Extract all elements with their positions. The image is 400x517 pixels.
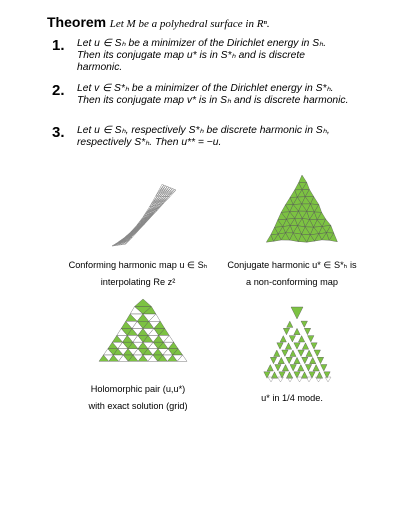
mesh-triangle xyxy=(279,372,285,378)
figure-2-caption xyxy=(222,257,362,291)
mesh-triangle xyxy=(274,350,280,357)
figure-wireframe-surface xyxy=(104,176,184,256)
mesh-triangle xyxy=(291,307,303,319)
item-text: Let u ∈ Sₕ, respectively S*ₕ be discrete harmonic in Sₕ, respectively S*ₕ. Then u** = −u. xyxy=(77,125,330,148)
theorem-heading xyxy=(47,14,270,30)
item-text: Let u ∈ Sₕ be a minimizer of the Dirichlet energy in Sₕ. Then its conjugate map u* is in S*ₕ and is discrete harmonic. xyxy=(77,38,327,73)
theorem-hypothesis: Let M be a polyhedral surface in Rⁿ. xyxy=(109,18,270,30)
mesh-triangle xyxy=(264,372,270,378)
caption-line: Conforming harmonic map u ∈ Sₕ xyxy=(68,260,208,270)
mesh-triangle xyxy=(302,343,308,349)
mesh-triangle xyxy=(271,372,277,378)
theorem-item-1 xyxy=(52,38,352,74)
mesh-triangle xyxy=(304,328,310,334)
item-number: 3. xyxy=(52,124,65,141)
mesh-triangle xyxy=(325,377,331,382)
theorem-item-3 xyxy=(52,125,352,149)
mesh-triangle xyxy=(294,328,300,334)
mesh-triangle xyxy=(313,365,319,372)
mesh-triangle xyxy=(301,321,308,327)
mesh-triangle xyxy=(298,336,304,342)
mesh-triangle xyxy=(294,372,300,378)
mesh-triangle xyxy=(275,365,281,372)
mesh-triangle xyxy=(299,175,307,183)
mesh-triangle xyxy=(278,377,284,382)
mesh-triangle xyxy=(290,350,296,357)
mesh-triangle xyxy=(302,357,308,363)
mesh-triangle xyxy=(283,328,289,334)
theorem-title: Theorem xyxy=(47,14,107,30)
mesh-triangle xyxy=(308,336,315,342)
figure-3-caption xyxy=(58,381,218,415)
caption-line: Holomorphic pair (u,u*) xyxy=(90,384,186,394)
mesh-triangle xyxy=(267,365,273,372)
item-text: Let v ∈ S*ₕ be a minimizer of the Dirichlet energy in S*ₕ. Then its conjugate map v* is in Sₕ and is discrete harmonic. xyxy=(77,83,349,106)
caption-line: interpolating Re z² xyxy=(100,277,176,287)
figure-green-cone xyxy=(262,173,342,248)
figure-quarter-mode xyxy=(262,305,332,385)
mesh-triangle xyxy=(270,357,276,363)
mesh-triangle xyxy=(298,350,305,357)
mesh-triangle xyxy=(277,343,283,349)
caption-line: Conjugate harmonic u* ∈ S*ₕ is xyxy=(227,260,357,270)
mesh-triangle xyxy=(306,350,313,357)
mesh-triangle xyxy=(321,365,328,372)
figure-1-caption xyxy=(58,257,218,291)
caption-line: with exact solution (grid) xyxy=(88,401,188,411)
mesh-triangle xyxy=(324,372,330,378)
figure-holomorphic-pair xyxy=(98,297,188,367)
mesh-triangle xyxy=(289,336,295,342)
mesh-triangle xyxy=(294,357,300,363)
caption-line: a non-conforming map xyxy=(246,277,338,287)
theorem-item-2 xyxy=(52,83,352,107)
item-number: 2. xyxy=(52,82,65,99)
mesh-triangle xyxy=(278,357,284,363)
mesh-triangle xyxy=(305,365,311,372)
mesh-triangle xyxy=(280,336,286,342)
mesh-triangle xyxy=(317,357,323,363)
caption-line: u* in 1/4 mode. xyxy=(261,393,323,403)
mesh-triangle xyxy=(135,299,152,307)
mesh-triangle xyxy=(298,365,304,372)
figure-4-caption xyxy=(222,390,362,407)
mesh-triangle xyxy=(285,343,291,349)
mesh-triangle xyxy=(168,190,176,197)
mesh-triangle xyxy=(290,365,296,372)
mesh-triangle xyxy=(282,350,288,357)
mesh-triangle xyxy=(310,357,316,363)
mesh-triangle xyxy=(287,321,293,327)
item-number: 1. xyxy=(52,37,65,54)
mesh-triangle xyxy=(294,343,300,349)
mesh-triangle xyxy=(282,365,288,372)
mesh-triangle xyxy=(311,343,317,349)
mesh-triangle xyxy=(316,372,322,378)
mesh-triangle xyxy=(314,350,321,357)
mesh-triangle xyxy=(286,357,292,363)
